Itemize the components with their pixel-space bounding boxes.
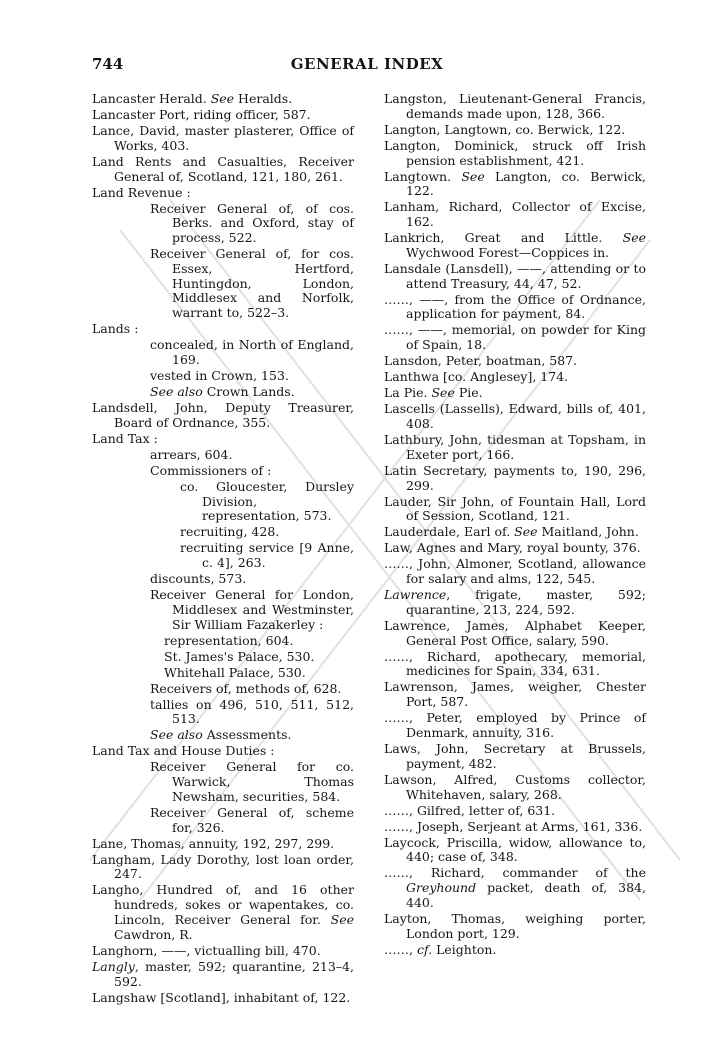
index-entry: Langston, Lieutenant-General Francis, demands made upon, 128, 366.	[384, 91, 646, 121]
index-entry: Langhorn, ——, victualling bill, 470.	[92, 942, 321, 958]
index-entry: ……, John, Almoner, Scotland, allowance for salary and alms, 122, 545.	[384, 556, 646, 587]
index-entry: Lansdale (Lansdell), ——, attending or to attend Treasury, 44, 47, 52.	[384, 260, 646, 291]
index-entry: Laws, John, Secretary at Brussels, payment, 482.	[384, 740, 646, 771]
index-entry: ……, Gilfred, letter of, 631.	[384, 802, 556, 818]
index-entry: vested in Crown, 153.	[150, 368, 289, 384]
index-entry: Lands :	[92, 321, 139, 337]
index-entry: Langly, master, 592; quarantine, 213–4, 592.	[92, 958, 354, 989]
index-entry: Lanham, Richard, Collector of Excise, 162.	[384, 199, 646, 230]
index-entry: Lauder, Sir John, of Fountain Hall, Lord of Session, Scotland, 121.	[384, 493, 646, 524]
index-entry: ……, Richard, commander of the Greyhound packet, death of, 384, 440.	[384, 865, 646, 910]
index-entry: ……, ——, from the Office of Ordnance, application for payment, 84.	[384, 291, 646, 322]
index-entry: Receiver General for co. Warwick, Thomas Newsham, securities, 584.	[150, 759, 354, 804]
index-entry: Land Tax :	[92, 430, 158, 446]
index-entry: recruiting, 428.	[180, 524, 280, 540]
index-entry: Receivers of, methods of, 628.	[150, 680, 342, 696]
index-entry: Lathbury, John, tidesman at Topsham, in Exeter port, 166.	[384, 431, 646, 462]
index-entry: Landsdell, John, Deputy Treasurer, Board of Ordnance, 355.	[92, 400, 354, 430]
index-entry: See also Assessments.	[150, 727, 292, 743]
index-entry: co. Gloucester, Dursley Division, representation, 573.	[180, 478, 354, 524]
index-entry: Commissioners of :	[150, 462, 272, 478]
index-entry: representation, 604.	[164, 632, 294, 648]
index-entry: ……, Joseph, Serjeant at Arms, 161, 336.	[384, 818, 643, 834]
index-entry: Lanthwa [co. Anglesey], 174.	[384, 369, 569, 385]
index-entry: discounts, 573.	[150, 571, 247, 587]
index-entry: Lansdon, Peter, boatman, 587.	[384, 353, 578, 369]
index-entry: St. James's Palace, 530.	[164, 648, 315, 664]
index-entry: Land Revenue :	[92, 184, 191, 200]
index-entry: Latin Secretary, payments to, 190, 296, 299.	[384, 462, 646, 493]
index-entry: Land Tax and House Duties :	[92, 743, 275, 759]
index-entry: Receiver General of, of cos. Berks. and Oxford, stay of process, 522.	[150, 200, 354, 246]
index-entry: Lascells (Lassells), Edward, bills of, 401, 408.	[384, 401, 646, 431]
right-column	[384, 92, 646, 959]
index-entry: concealed, in North of England, 169.	[150, 337, 354, 368]
index-entry: Lankrich, Great and Little. See Wychwood Forest—Coppices in.	[384, 230, 646, 260]
index-entry: Langham, Lady Dorothy, lost loan order, 247.	[92, 851, 354, 882]
index-entry: Land Rents and Casualties, Receiver General of, Scotland, 121, 180, 261.	[92, 153, 354, 184]
index-entry: Whitehall Palace, 530.	[164, 664, 306, 680]
index-entry: ……, cf. Leighton.	[384, 941, 497, 957]
index-entry: Lauderdale, Earl of. See Maitland, John.	[384, 524, 639, 540]
page-header	[92, 55, 642, 79]
index-entry: Langton, Dominick, struck off Irish pension establishment, 421.	[384, 137, 646, 168]
index-entry: Layton, Thomas, weighing porter, London port, 129.	[384, 910, 646, 941]
index-entry: Laycock, Priscilla, widow, allowance to, 440; case of, 348.	[384, 834, 646, 865]
index-entry: Lane, Thomas, annuity, 192, 297, 299.	[92, 835, 335, 851]
index-entry: ……, ——, memorial, on powder for King of Spain, 18.	[384, 322, 646, 353]
index-entry: Receiver General of, for cos. Essex, Hertford, Huntingdon, London, Middlesex and Norfolk, warrant to, 522–3.	[150, 246, 354, 321]
index-entry: Langho, Hundred of, and 16 other hundreds, sokes or wapentakes, co. Lincoln, Receiver General for. See Cawdron, R.	[92, 882, 354, 942]
running-title: GENERAL INDEX	[290, 55, 444, 73]
index-entry: Receiver General for London, Middlesex and Westminster, Sir William Fazakerley :	[150, 587, 354, 632]
index-entry: Lawrence, frigate, master, 592; quarantine, 213, 224, 592.	[384, 587, 646, 617]
index-entry: Langtown. See Langton, co. Berwick, 122.	[384, 168, 646, 199]
index-entry: ……, Peter, employed by Prince of Denmark, annuity, 316.	[384, 710, 646, 740]
index-entry: Langshaw [Scotland], inhabitant of, 122.	[92, 989, 351, 1005]
index-entry: tallies on 496, 510, 511, 512, 513.	[150, 696, 354, 727]
index-entry: Receiver General of, scheme for, 326.	[150, 804, 354, 835]
index-entry: Lawson, Alfred, Customs collector, Whitehaven, salary, 268.	[384, 771, 646, 802]
index-entry: Lawrence, James, Alphabet Keeper, General Post Office, salary, 590.	[384, 617, 646, 648]
index-entry: arrears, 604.	[150, 446, 233, 462]
index-entry: La Pie. See Pie.	[384, 385, 483, 401]
index-entry: recruiting service [9 Anne, c. 4], 263.	[180, 540, 354, 571]
index-entry: ……, Richard, apothecary, memorial, medicines for Spain, 334, 631.	[384, 648, 646, 679]
index-entry: See also Crown Lands.	[150, 384, 295, 400]
index-entry: Lancaster Herald. See Heralds.	[92, 91, 293, 106]
index-entry: Langton, Langtown, co. Berwick, 122.	[384, 121, 626, 137]
left-column	[92, 92, 354, 1007]
index-entry: Lawrenson, James, weigher, Chester Port, 587.	[384, 679, 646, 710]
index-entry: Lance, David, master plasterer, Office of Works, 403.	[92, 122, 354, 153]
page-number: 744	[92, 55, 124, 73]
index-entry: Law, Agnes and Mary, royal bounty, 376.	[384, 540, 641, 556]
index-entry: Lancaster Port, riding officer, 587.	[92, 106, 311, 122]
